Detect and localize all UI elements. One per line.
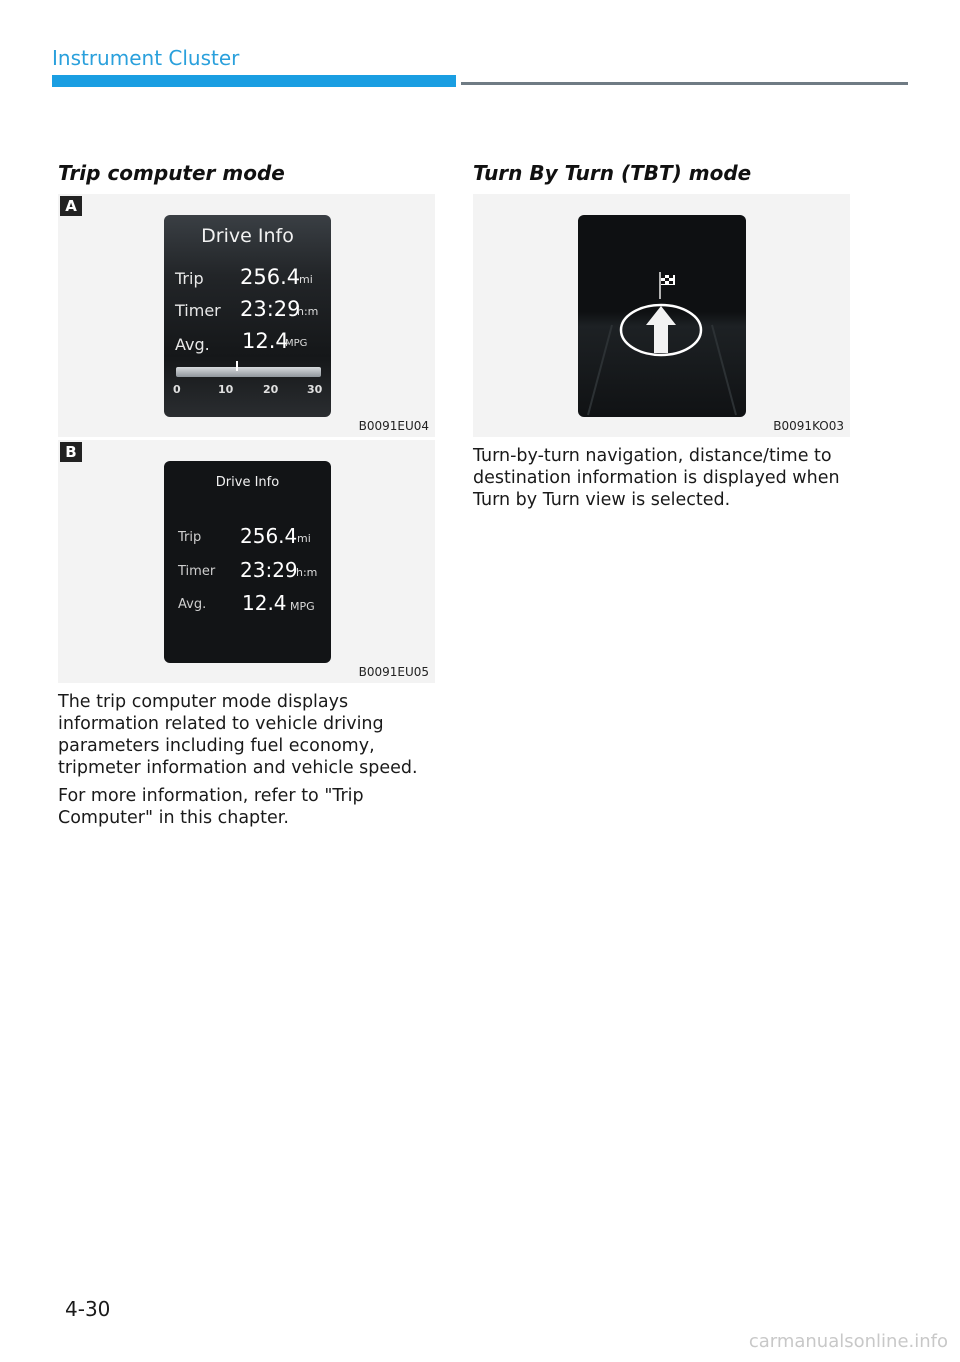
fuel-economy-gauge-needle [236, 361, 238, 371]
figure-b [58, 440, 435, 683]
cluster-screen-tbt [578, 215, 746, 417]
trip-computer-description: The trip computer mode displays information related to vehicle driving parameters including fuel economy, tripmeter information and vehicle speed. [58, 692, 418, 778]
straight-arrow-icon [646, 306, 676, 353]
tbt-description: Turn-by-turn navigation, distance/time to destination information is displayed when Turn by Turn view is selected. [473, 446, 840, 510]
figure-label-b: B [60, 442, 82, 462]
cluster-screen-b [164, 461, 331, 663]
row-value-avg: 12.4 [242, 329, 289, 353]
row-label-avg: Avg. [175, 335, 210, 354]
row-label-trip: Trip [178, 530, 202, 545]
figure-tbt [473, 194, 850, 437]
row-unit-trip: mi [297, 532, 311, 545]
figure-label-a: A [60, 196, 82, 216]
figure-code-b: B0091EU05 [358, 665, 429, 679]
figure-code-tbt: B0091KO03 [773, 419, 844, 433]
tbt-graphic [578, 215, 746, 417]
row-label-timer: Timer [175, 301, 221, 320]
page-number: 4-30 [65, 1297, 111, 1321]
row-unit-avg: MPG [290, 600, 315, 613]
footer-watermark: carmanualsonline.info [748, 1331, 948, 1352]
section-heading-trip-computer: Trip computer mode [58, 161, 285, 185]
row-unit-trip: mi [299, 273, 313, 286]
gauge-tick-20: 20 [263, 383, 279, 396]
destination-flag-icon [660, 272, 675, 299]
row-label-avg: Avg. [178, 597, 207, 612]
cluster-screen-a [164, 215, 331, 417]
header-rule [461, 82, 908, 85]
screen-title: Drive Info [215, 475, 280, 490]
row-label-trip: Trip [175, 269, 204, 288]
trip-computer-reference: For more information, refer to "Trip Computer" in this chapter. [58, 786, 364, 828]
chapter-title: Instrument Cluster [52, 46, 240, 70]
gauge-tick-0: 0 [173, 383, 181, 396]
row-unit-timer: h:m [296, 566, 318, 579]
figure-code-a: B0091EU04 [358, 419, 429, 433]
figure-a [58, 194, 435, 437]
row-value-trip: 256.4 [240, 265, 301, 289]
row-value-avg: 12.4 [242, 591, 287, 615]
header-accent-bar [52, 75, 456, 87]
row-unit-avg: MPG [285, 338, 308, 349]
row-value-trip: 256.4 [240, 524, 298, 548]
screen-title: Drive Info [201, 225, 294, 247]
gauge-tick-10: 10 [218, 383, 234, 396]
row-label-timer: Timer [178, 564, 216, 579]
section-heading-tbt: Turn By Turn (TBT) mode [473, 161, 752, 185]
gauge-tick-30: 30 [307, 383, 323, 396]
row-value-timer: 23:29 [240, 297, 301, 321]
row-unit-timer: h:m [297, 305, 319, 318]
fuel-economy-gauge-bar [176, 367, 321, 377]
row-value-timer: 23:29 [240, 558, 298, 582]
